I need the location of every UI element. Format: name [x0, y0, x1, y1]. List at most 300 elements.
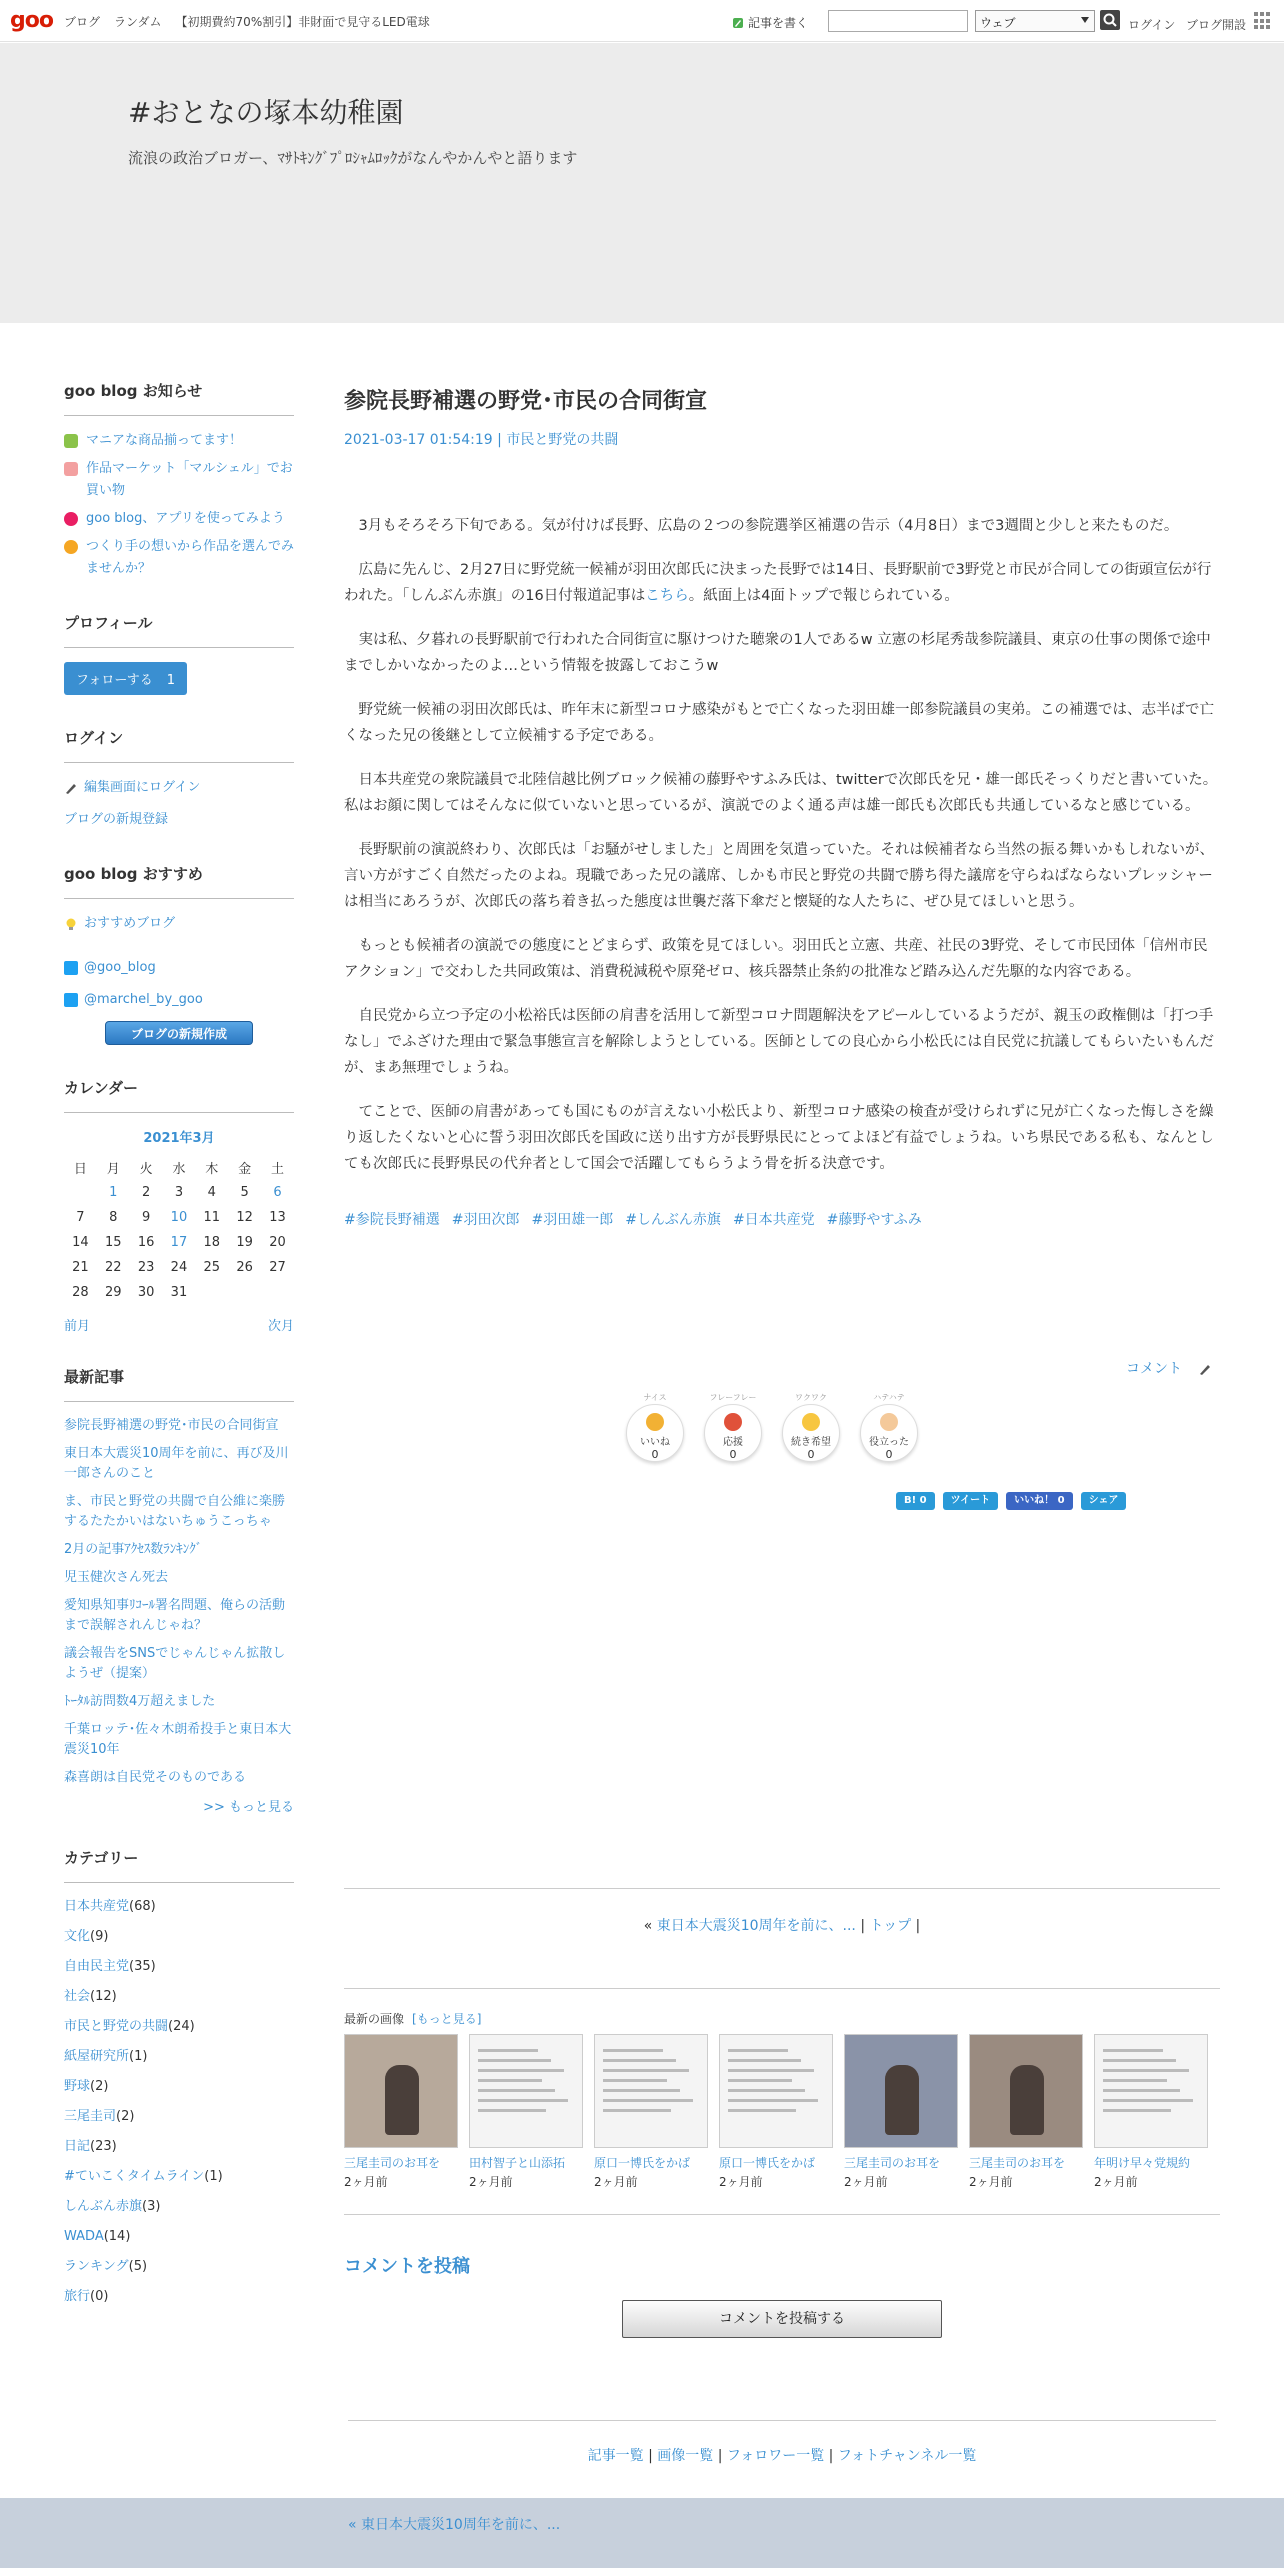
- article-paragraph: もっとも候補者の演説での態度にとどまらず、政策を見てほしい。羽田氏と立憲、共産、社民の3野党、そして市民団体「信州市民アクション」で交わした共同政策は、消費税減税や原発ゼロ、核兵器禁止条約の批准など踏み込んだ先駆的な内容である。: [344, 938, 1208, 980]
- category-count: (23): [90, 2139, 117, 2154]
- category-count: (3): [142, 2199, 161, 2214]
- blog-header: [0, 43, 1284, 323]
- login-link[interactable]: ログイン: [1128, 18, 1176, 32]
- reaction-label: いいね: [640, 1437, 670, 1448]
- calendar-week: [64, 1205, 294, 1230]
- reaction-caption: ナイス: [643, 1393, 667, 1402]
- hashtag-link[interactable]: #参院長野補選: [344, 1212, 440, 1228]
- calendar-day[interactable]: 10: [170, 1210, 188, 1225]
- reaction-button[interactable]: [626, 1392, 684, 1462]
- hashtag-link[interactable]: #日本共産党: [732, 1212, 815, 1228]
- photo-figure: [1010, 2065, 1044, 2135]
- hashtag-link[interactable]: #藤野やすふみ: [826, 1212, 922, 1228]
- text-line-placeholder: [603, 2089, 680, 2092]
- category-item[interactable]: [64, 2257, 294, 2277]
- recent-section: [64, 1366, 294, 1815]
- category-item[interactable]: [64, 2107, 294, 2127]
- recommend-blog-label: おすすめブログ: [84, 916, 176, 931]
- category-name: 日記: [64, 2139, 91, 2154]
- reaction-label: 役立った: [869, 1437, 909, 1448]
- divider: [344, 2214, 1220, 2215]
- text-line-placeholder: [603, 2099, 693, 2102]
- footer-link[interactable]: 画像一覧: [657, 2448, 714, 2464]
- reaction-emoji-icon: [724, 1413, 742, 1431]
- category-item[interactable]: [64, 2137, 294, 2157]
- latest-image-thumbnail[interactable]: [469, 2034, 583, 2148]
- calendar-next-link[interactable]: 次月: [267, 1319, 294, 1334]
- category-name: 市民と野党の共闘: [64, 2019, 169, 2034]
- reaction-circle: [782, 1404, 840, 1462]
- calendar-weekday: 日: [73, 1161, 87, 1177]
- follow-button[interactable]: [64, 662, 187, 695]
- calendar-day: 19: [236, 1235, 253, 1250]
- recent-article-link[interactable]: 東日本大震災10周年を前に、再び及川一郎さんのこと: [64, 1446, 289, 1481]
- latest-image-thumbnail[interactable]: [719, 2034, 833, 2148]
- category-name: 三尾圭司: [64, 2109, 117, 2124]
- text-line-placeholder: [603, 2079, 667, 2082]
- text-line-placeholder: [728, 2099, 818, 2102]
- pen-icon: [732, 17, 744, 29]
- reaction-count: 0: [885, 1448, 893, 1461]
- article-paragraph: 日本共産党の衆院議員で北陸信越比例ブロック候補の藤野やすふみ氏は、twitterで次郎氏を兄・雄一郎氏そっくりだと書いていた。私はお顔に関してはそんなに似ていないと思っているが、演説でのよく通る声は雄一郎氏も次郎氏も共通しているなと感じている。: [344, 772, 1218, 814]
- calendar-day: 11: [203, 1210, 221, 1225]
- pager-prev-link[interactable]: 東日本大震災10周年を前に、...: [656, 1918, 856, 1934]
- lightbulb-icon: [64, 917, 78, 931]
- divider: [344, 1988, 1220, 1989]
- latest-image-age: 2ヶ月前: [469, 2175, 513, 2189]
- latest-image-thumbnail[interactable]: [844, 2034, 958, 2148]
- recent-article-link[interactable]: ま、市民と野党の共闘で自公維に楽勝するたたかいはないちゅうこっちゃ: [64, 1494, 286, 1529]
- calendar-day: 23: [137, 1260, 155, 1275]
- reaction-count: 0: [729, 1448, 737, 1461]
- calendar-day[interactable]: 17: [170, 1235, 188, 1250]
- latest-image-item[interactable]: [1094, 2034, 1208, 2190]
- calendar-week: [64, 1255, 294, 1280]
- category-name: WADA: [64, 2229, 104, 2244]
- category-section: [64, 1847, 294, 2307]
- twitter-icon: [64, 993, 78, 1007]
- pencil-icon: [64, 781, 78, 795]
- calendar-day: 5: [240, 1185, 249, 1200]
- notice-heading: goo blog お知らせ: [64, 380, 294, 416]
- latest-image-caption[interactable]: 年明け早々党規約: [1094, 2156, 1191, 2170]
- latest-image-item[interactable]: [719, 2034, 833, 2190]
- text-line-placeholder: [728, 2049, 788, 2052]
- latest-image-thumbnail[interactable]: [344, 2034, 458, 2148]
- footer-sep: |: [824, 2448, 838, 2464]
- calendar-day: 28: [72, 1285, 89, 1300]
- category-count: (12): [90, 1989, 117, 2004]
- article-paragraph: 3月もそろそろ下旬である。気が付けば長野、広島の２つの参院選挙区補選の告示（4月8日）まで3週間と少しと来たものだ。: [358, 518, 1179, 534]
- category-name: 社会: [64, 1989, 91, 2004]
- footer-link[interactable]: フォトチャンネル一覧: [837, 2448, 977, 2464]
- notice-item[interactable]: [64, 508, 294, 530]
- text-line-placeholder: [728, 2069, 814, 2072]
- latest-images-more-link[interactable]: [もっと見る]: [412, 2012, 482, 2026]
- nav-random-link[interactable]: ランダム: [114, 15, 162, 29]
- article-tags: [344, 1209, 1220, 1229]
- hashtag-link[interactable]: #羽田次郎: [451, 1212, 520, 1228]
- category-item[interactable]: [64, 2017, 294, 2037]
- new-register-link[interactable]: ブログの新規登録: [64, 812, 169, 827]
- bottom-bar: [0, 2498, 1284, 2568]
- reaction-circle: [860, 1404, 918, 1462]
- calendar-day: 3: [174, 1185, 184, 1200]
- reaction-emoji-icon: [880, 1413, 898, 1431]
- category-item[interactable]: [64, 2047, 294, 2067]
- article-paragraph: 実は私、夕暮れの長野駅前で行われた合同街宣に駆けつけた聴衆の1人であるw 立憲の杉尾秀哉参院議員、東京の仕事の関係で途中までしかいなかったのよ…という情報を披露しておこうw: [344, 632, 1211, 674]
- search-input[interactable]: [828, 10, 968, 32]
- reaction-button[interactable]: [860, 1392, 918, 1462]
- article-category-link[interactable]: 市民と野党の共闘: [506, 432, 619, 448]
- text-line-placeholder: [1103, 2109, 1171, 2112]
- recent-heading: 最新記事: [64, 1366, 294, 1402]
- recent-article-link[interactable]: 議会報告をSNSでじゃんじゃん拡散しようぜ（提案）: [64, 1646, 286, 1681]
- text-line-placeholder: [603, 2069, 689, 2072]
- latest-image-age: 2ヶ月前: [594, 2175, 638, 2189]
- calendar-day: 4: [207, 1185, 216, 1200]
- recent-article-link[interactable]: 千葉ロッテ･佐々木朗希投手と東日本大震災10年: [64, 1722, 292, 1757]
- divider: [348, 2420, 1216, 2421]
- calendar-section: [64, 1077, 294, 1334]
- sidebar: [64, 380, 294, 2339]
- pager-prefix: «: [643, 1918, 657, 1934]
- reaction-label: 続き希望: [791, 1437, 831, 1448]
- category-name: #ていこくタイムライン: [64, 2169, 205, 2184]
- reaction-circle: [626, 1404, 684, 1462]
- category-name: 日本共産党: [64, 1899, 130, 1914]
- reaction-button[interactable]: [782, 1392, 840, 1462]
- latest-images: [344, 2034, 1208, 2190]
- calendar-day: 24: [170, 1260, 188, 1275]
- comment-label: コメント: [1126, 1361, 1182, 1377]
- reaction-emoji-icon: [802, 1413, 820, 1431]
- new-blog-button[interactable]: ブログの新規作成: [105, 1021, 253, 1045]
- category-name: 紙屋研究所: [64, 2049, 130, 2064]
- footer-sep: |: [643, 2448, 658, 2464]
- share-button[interactable]: ツイート: [943, 1492, 999, 1510]
- category-name: 野球: [64, 2079, 91, 2094]
- reaction-count: 0: [651, 1448, 659, 1461]
- footer-sep: |: [713, 2448, 727, 2464]
- recommend-blog-link[interactable]: [64, 913, 294, 935]
- calendar-day: 27: [269, 1260, 286, 1275]
- recent-article-link[interactable]: ﾄｰﾀﾙ訪問数4万超えました: [64, 1694, 216, 1709]
- latest-image-item[interactable]: [844, 2034, 958, 2190]
- reaction-circle: [704, 1404, 762, 1462]
- calendar-day: 26: [236, 1260, 253, 1275]
- photo-figure: [885, 2065, 919, 2135]
- latest-image-age: 2ヶ月前: [1094, 2175, 1138, 2189]
- article-date: 2021-03-17 01:54:19: [344, 432, 493, 448]
- music-note-icon: [64, 512, 78, 526]
- twitter-handle: @marchel_by_goo: [84, 992, 203, 1007]
- pencil-icon: [1198, 1362, 1212, 1376]
- footer-links: [344, 2445, 1220, 2465]
- category-count: (2): [90, 2079, 109, 2094]
- text-line-placeholder: [603, 2109, 671, 2112]
- login-section: [64, 727, 294, 831]
- calendar-day[interactable]: 6: [273, 1185, 282, 1200]
- search-scope-select[interactable]: [975, 10, 1095, 32]
- text-line-placeholder: [728, 2079, 792, 2082]
- text-line-placeholder: [603, 2049, 663, 2052]
- recent-article-link[interactable]: 2月の記事ｱｸｾｽ数ﾗﾝｷﾝｸﾞ: [64, 1542, 203, 1557]
- calendar-table: [64, 1154, 294, 1305]
- comment-link[interactable]: [1126, 1358, 1284, 1378]
- footer-link[interactable]: フォロワー一覧: [726, 2448, 825, 2464]
- calendar-day: 13: [269, 1210, 286, 1225]
- share-buttons: [896, 1492, 1264, 1510]
- calendar-weekday: 水: [172, 1161, 186, 1177]
- category-heading: カテゴリー: [64, 1847, 294, 1883]
- edit-login-label: 編集画面にログイン: [84, 780, 201, 795]
- calendar-prev-link[interactable]: 前月: [64, 1319, 91, 1334]
- text-line-placeholder: [478, 2089, 555, 2092]
- category-item[interactable]: [64, 1987, 294, 2007]
- recent-more-link[interactable]: >> もっと見る: [203, 1800, 294, 1815]
- category-item[interactable]: [64, 2167, 294, 2187]
- article-paragraph: てことで、医師の肩書があっても国にものが言えない小松氏より、新型コロナ感染の検査が受けられずに兄が亡くなった悔しさを繰り返したくないと心に誓う羽田次郎氏を国政に送り出す方が長野県民にとってよほど有益でしょうね。いち県民である私も、なんとしても次郎氏に長野県民の代弁者として国会で活躍してもらうよう骨を折る決意です。: [344, 1104, 1214, 1172]
- category-name: しんぶん赤旗: [64, 2199, 143, 2214]
- divider: [344, 1888, 1220, 1889]
- category-item[interactable]: [64, 2197, 294, 2217]
- article-paragraph: 野党統一候補の羽田次郎氏は、昨年末に新型コロナ感染がもとで亡くなった羽田雄一郎参院議員の実弟。この補選では、志半ばで亡くなった兄の後継として立候補する予定である。: [344, 702, 1214, 744]
- text-line-placeholder: [1103, 2059, 1176, 2062]
- latest-image-age: 2ヶ月前: [969, 2175, 1013, 2189]
- profile-heading: プロフィール: [64, 612, 294, 648]
- reaction-caption: ハテハテ: [873, 1393, 905, 1402]
- calendar-day: 8: [109, 1210, 118, 1225]
- latest-image-caption[interactable]: 原口一博氏をかば: [594, 2156, 691, 2170]
- share-button[interactable]: いいね！ 0: [1006, 1492, 1072, 1510]
- latest-image-thumbnail[interactable]: [1094, 2034, 1208, 2148]
- reaction-emoji-icon: [646, 1413, 664, 1431]
- text-line-placeholder: [1103, 2089, 1180, 2092]
- category-item[interactable]: [64, 2077, 294, 2097]
- reaction-buttons: [626, 1392, 916, 1462]
- category-count: (0): [90, 2289, 109, 2304]
- category-count: (1): [129, 2049, 148, 2064]
- notice-item[interactable]: [64, 458, 294, 502]
- article: [344, 380, 1220, 1229]
- profile-section: [64, 612, 294, 695]
- blog-description: 流浪の政治ブロガー、ﾏｻﾄｷﾝｸﾞﾌﾟﾛｼｬﾑﾛｯｸがなんやかんやと語ります: [128, 149, 578, 167]
- chevron-down-icon: [1081, 17, 1089, 23]
- notice-text: 作品マーケット「マルシェル」でお買い物: [86, 461, 293, 498]
- category-name: 自由民主党: [64, 1959, 130, 1974]
- calendar-day: 21: [72, 1260, 89, 1275]
- category-item[interactable]: [64, 1957, 294, 1977]
- latest-image-caption[interactable]: 三尾圭司のお耳を: [969, 2156, 1066, 2170]
- reaction-count: 0: [807, 1448, 815, 1461]
- follow-count: 1: [166, 673, 175, 688]
- calendar-day: 7: [76, 1210, 85, 1225]
- blog-title[interactable]: #おとなの塚本幼稚園: [128, 96, 404, 129]
- latest-image-caption[interactable]: 田村智子と山添拓: [469, 2156, 566, 2170]
- calendar-day: [195, 1280, 228, 1305]
- text-line-placeholder: [478, 2079, 542, 2082]
- article-paragraph: 広島に先んじ、2月27日に野党統一候補が羽田次郎氏に決まった長野では14日、長野駅前で3野党と市民が合同しての街頭宣伝が行われた。「しんぶん赤旗」の16日付報道記事はこちら。紙面上は4面トップで報じられている。: [344, 562, 1212, 604]
- calendar-weekday: 木: [205, 1161, 219, 1177]
- calendar-weekday: 土: [271, 1161, 285, 1177]
- notice-text: マニアな商品揃ってます！: [86, 433, 243, 448]
- category-count: (1): [204, 2169, 223, 2184]
- latest-image-item[interactable]: [469, 2034, 583, 2190]
- article-body: [344, 513, 1220, 1177]
- article-meta: 2021-03-17 01:54:19 | 市民と野党の共闘: [344, 432, 619, 448]
- latest-image-thumbnail[interactable]: [594, 2034, 708, 2148]
- latest-image-caption[interactable]: 三尾圭司のお耳を: [844, 2156, 941, 2170]
- reaction-caption: ワクワク: [795, 1393, 827, 1402]
- reaction-button[interactable]: [704, 1392, 762, 1462]
- notice-text: goo blog、アプリを使ってみよう: [86, 511, 285, 526]
- calendar-day: 15: [104, 1235, 122, 1250]
- nav-ad-link[interactable]: 【初期費約70%割引】非財面で見守るLED電球: [175, 15, 430, 29]
- goo-logo[interactable]: goo: [10, 8, 53, 33]
- calendar-weekday: 月: [106, 1161, 120, 1177]
- calendar-heading: カレンダー: [64, 1077, 294, 1113]
- hashtag-link[interactable]: #羽田雄一郎: [531, 1212, 614, 1228]
- category-count: (24): [168, 2019, 195, 2034]
- latest-image-caption[interactable]: 三尾圭司のお耳を: [344, 2156, 441, 2170]
- calendar-day: 25: [203, 1260, 221, 1275]
- text-line-placeholder: [478, 2109, 546, 2112]
- calendar-day: 31: [170, 1285, 188, 1300]
- category-count: (14): [103, 2229, 131, 2244]
- latest-image-age: 2ヶ月前: [719, 2175, 763, 2189]
- pager-sep: |: [911, 1918, 921, 1934]
- calendar-day: 29: [104, 1285, 122, 1300]
- edit-login-link[interactable]: [64, 777, 294, 799]
- calendar-month[interactable]: 2021年3月: [143, 1131, 215, 1146]
- calendar-day: 12: [236, 1210, 253, 1225]
- category-name: 旅行: [64, 2289, 91, 2304]
- share-button[interactable]: シェア: [1081, 1492, 1127, 1510]
- comment-post-heading: コメントを投稿: [344, 2256, 470, 2277]
- category-count: (5): [128, 2259, 148, 2274]
- calendar-day: 22: [104, 1260, 122, 1275]
- twitter-handle: @goo_blog: [84, 960, 156, 975]
- top-nav: [64, 13, 430, 30]
- calendar-day: 18: [203, 1235, 221, 1250]
- twitter-marchel-link[interactable]: [64, 989, 294, 1011]
- notice-item[interactable]: [64, 536, 294, 580]
- latest-image-age: 2ヶ月前: [844, 2175, 888, 2189]
- bottom-prev-link[interactable]: « 東日本大震災10周年を前に、...: [348, 2517, 561, 2533]
- article-paragraph: 長野駅前の演説終わり、次郎氏は「お騒がせしました」と周囲を気遣っていた。それは候補者なら当然の振る舞いかもしれないが、言い方がすごく自然だったのよね。現職であった兄の議席、しかも市民と野党の共闘で勝ち得た議席を守らねばならないプレッシャーは相当にあろうが、次郎氏の落ち着き払った態度は世襲だ落下傘だと懐疑的な人たちに、ぜひ見てほしいと思う。: [344, 842, 1214, 910]
- category-count: (9): [90, 1929, 109, 1944]
- search-icon: [1100, 10, 1120, 30]
- frog-icon: [64, 434, 78, 448]
- latest-image-item[interactable]: [344, 2034, 458, 2190]
- text-line-placeholder: [1103, 2069, 1189, 2072]
- market-icon: [64, 462, 78, 476]
- search-button[interactable]: [1100, 10, 1120, 30]
- post-comment-button[interactable]: コメントを投稿する: [622, 2300, 942, 2338]
- write-article-label: 記事を書く: [748, 16, 809, 30]
- apps-grid-icon[interactable]: [1254, 12, 1272, 30]
- text-line-placeholder: [1103, 2049, 1163, 2052]
- text-line-placeholder: [728, 2089, 805, 2092]
- latest-images-heading: [344, 2010, 481, 2027]
- reaction-caption: フレーフレー: [709, 1393, 757, 1402]
- global-header: [0, 0, 1284, 42]
- latest-image-item[interactable]: [594, 2034, 708, 2190]
- share-button[interactable]: B! 0: [896, 1492, 935, 1510]
- search-scope-value: ウェブ: [980, 16, 1016, 30]
- latest-image-caption[interactable]: 原口一博氏をかば: [719, 2156, 816, 2170]
- text-line-placeholder: [1103, 2099, 1193, 2102]
- follow-label: フォローする: [76, 673, 153, 688]
- notice-item[interactable]: [64, 430, 294, 452]
- calendar-day[interactable]: 1: [109, 1185, 118, 1200]
- text-line-placeholder: [1103, 2079, 1167, 2082]
- calendar-day: 9: [141, 1210, 151, 1225]
- latest-image-item[interactable]: [969, 2034, 1083, 2190]
- text-line-placeholder: [728, 2059, 801, 2062]
- category-item[interactable]: [64, 2227, 294, 2247]
- nav-blog-link[interactable]: ブログ: [64, 15, 101, 29]
- category-count: (68): [129, 1899, 156, 1914]
- calendar-day: 16: [137, 1235, 155, 1250]
- category-count: (35): [129, 1959, 156, 1974]
- category-name: ランキング: [64, 2259, 129, 2274]
- text-line-placeholder: [478, 2069, 564, 2072]
- notice-text: つくり手の想いから作品を選んでみませんか？: [86, 539, 295, 576]
- calendar-week: [64, 1180, 294, 1205]
- login-heading: ログイン: [64, 727, 294, 763]
- article-title[interactable]: 参院長野補選の野党･市民の合同街宣: [344, 389, 708, 414]
- recommend-section: [64, 863, 294, 1045]
- text-line-placeholder: [603, 2059, 676, 2062]
- photo-figure: [385, 2065, 419, 2135]
- text-line-placeholder: [478, 2099, 568, 2102]
- text-line-placeholder: [478, 2049, 538, 2052]
- article-paragraph: 自民党から立つ予定の小松裕氏は医師の肩書を活用して新型コロナ問題解決をアピールしているようだが、親玉の政権側は「打つ手なし」でふざけた理由で緊急事態宣言を解除しようとしている。医師としての良心から小松氏には自民党に抗議してもらいたいもんだが、まあ無理でしょうね。: [344, 1008, 1214, 1076]
- category-item[interactable]: [64, 1927, 294, 1947]
- recent-article-link[interactable]: 参院長野補選の野党･市民の合同街宣: [64, 1418, 279, 1433]
- recent-article-link[interactable]: 愛知県知事ﾘｺｰﾙ署名問題、俺らの活動まで誤解されんじゃね？: [64, 1598, 286, 1633]
- calendar-day: 20: [269, 1235, 286, 1250]
- calendar-day: 30: [137, 1285, 155, 1300]
- recent-article-link[interactable]: 児玉健次さん死去: [64, 1570, 169, 1585]
- footer-link[interactable]: 記事一覧: [587, 2448, 644, 2464]
- calendar-week: [64, 1280, 294, 1305]
- category-item[interactable]: [64, 1897, 294, 1917]
- calendar-day: [228, 1280, 261, 1305]
- calendar-day: [64, 1180, 97, 1205]
- write-article-link[interactable]: [732, 14, 808, 31]
- twitter-icon: [64, 961, 78, 975]
- reaction-label: 応援: [723, 1437, 743, 1448]
- recommend-heading: goo blog おすすめ: [64, 863, 294, 899]
- hashtag-link[interactable]: #しんぶん赤旗: [625, 1212, 721, 1228]
- pager-top-link[interactable]: トップ: [869, 1918, 912, 1934]
- open-blog-link[interactable]: ブログ開設: [1186, 18, 1247, 32]
- category-count: (2): [116, 2109, 135, 2124]
- category-item[interactable]: [64, 2287, 294, 2307]
- twitter-goo-blog-link[interactable]: [64, 957, 294, 979]
- article-inline-link[interactable]: こちら: [645, 588, 689, 604]
- calendar-week: [64, 1230, 294, 1255]
- text-line-placeholder: [728, 2109, 796, 2112]
- recent-article-link[interactable]: 森喜朗は自民党そのものである: [64, 1770, 247, 1785]
- latest-image-thumbnail[interactable]: [969, 2034, 1083, 2148]
- calendar-day: 14: [72, 1235, 89, 1250]
- calendar-day: 2: [141, 1185, 151, 1200]
- notice-section: [64, 380, 294, 580]
